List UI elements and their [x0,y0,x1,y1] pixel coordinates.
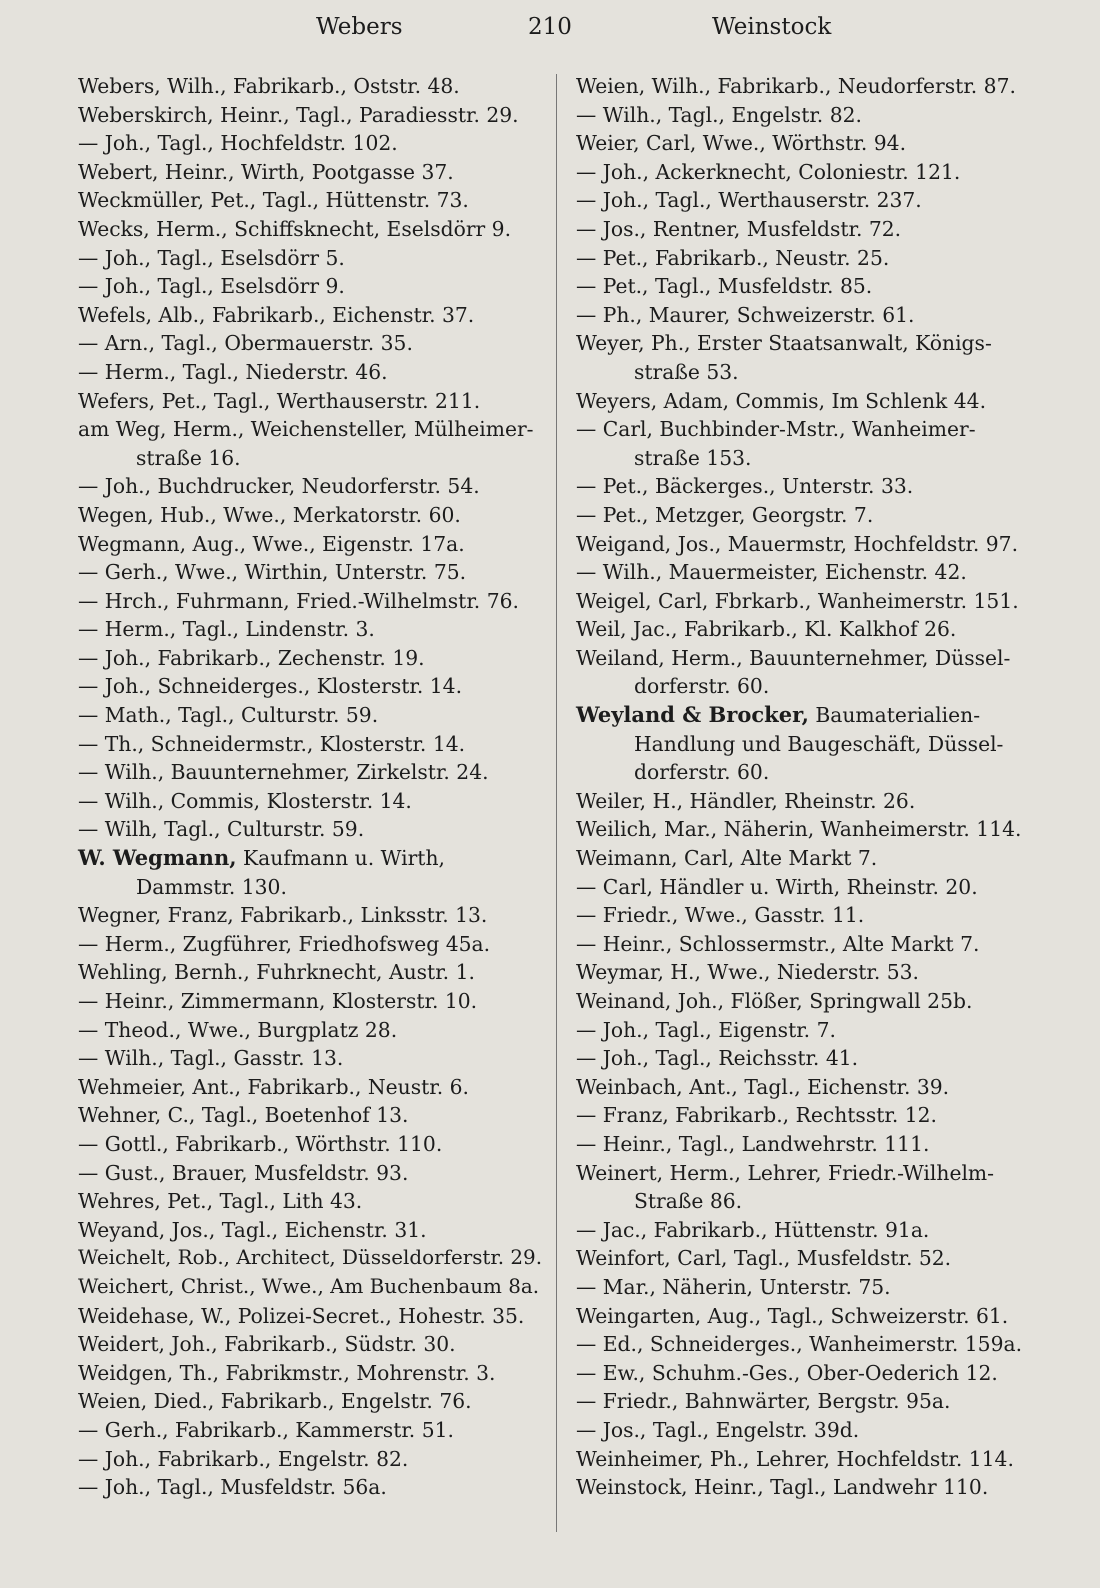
directory-entry: — Wilh., Tagl., Gasstr. 13. [78,1046,344,1071]
directory-entry: Wecks, Herm., Schiffsknecht, Eselsdörr 9. [78,216,512,241]
directory-entry: Wefers, Pet., Tagl., Werthauserstr. 211. [78,388,481,413]
directory-entry: — Pet., Tagl., Musfeldstr. 85. [576,274,873,299]
entry-bold-name: W. Wegmann, [78,845,237,871]
directory-entry: Weigel, Carl, Fbrkarb., Wanheimerstr. 151. [576,588,1019,613]
directory-entry: — Joh., Tagl., Musfeldstr. 56a. [78,1475,387,1500]
directory-entry: Weien, Wilh., Fabrikarb., Neudorferstr. 87. [576,74,1016,98]
directory-entry [576,701,1050,730]
directory-entry: — Joh., Tagl., Eselsdörr 9. [78,274,345,299]
directory-entry: — Joh., Tagl., Hochfeldstr. 102. [78,131,398,156]
directory-entry: Weidgen, Th., Fabrikmstr., Mohrenstr. 3. [78,1360,496,1385]
directory-entry: — Wilh., Bauunternehmer, Zirkelstr. 24. [78,760,489,785]
directory-entry-continuation: Handlung und Baugeschäft, Düssel- [634,731,1004,756]
directory-entry: — Carl, Buchbinder-Mstr., Wanheimer- [576,417,976,442]
directory-entry: Weichelt, Rob., Architect, Düsseldorferstr. 29. [78,1246,543,1270]
directory-entry: Weier, Carl, Wwe., Wörthstr. 94. [576,131,907,156]
directory-entry: — Franz, Fabrikarb., Rechtsstr. 12. [576,1103,938,1128]
directory-entry: Wehres, Pet., Tagl., Lith 43. [78,1189,363,1214]
directory-entry: — Ew., Schuhm.-Ges., Ober-Oederich 12. [576,1360,998,1385]
directory-entry: Weinbach, Ant., Tagl., Eichenstr. 39. [576,1074,950,1099]
directory-entry: — Jac., Fabrikarb., Hüttenstr. 91a. [576,1217,930,1242]
page-number: 210 [528,14,572,40]
directory-entry: — Herm., Tagl., Niederstr. 46. [78,359,388,384]
directory-entry: Weidehase, W., Polizei-Secret., Hohestr. 35. [78,1303,525,1328]
directory-entry: — Herm., Zugführer, Friedhofsweg 45a. [78,931,491,956]
directory-entry: Wefels, Alb., Fabrikarb., Eichenstr. 37. [78,302,475,327]
directory-entry: — Wilh., Tagl., Engelstr. 82. [576,102,862,127]
directory-entry [78,844,546,873]
directory-entry: Wehling, Bernh., Fuhrknecht, Austr. 1. [78,960,475,985]
directory-entry-continuation: Straße 86. [634,1189,743,1214]
directory-entry: — Jos., Rentner, Musfeldstr. 72. [576,216,902,241]
header-last-name: Weinstock [712,14,832,40]
directory-entry: Weingarten, Aug., Tagl., Schweizerstr. 61. [576,1303,1009,1328]
directory-entry: — Wilh., Mauermeister, Eichenstr. 42. [576,560,967,585]
directory-entry: Weichert, Christ., Wwe., Am Buchenbaum 8a. [78,1274,540,1298]
directory-entry: Wegen, Hub., Wwe., Merkatorstr. 60. [78,502,461,527]
directory-entry: — Pet., Fabrikarb., Neustr. 25. [576,245,890,270]
directory-entry: — Heinr., Tagl., Landwehrstr. 111. [576,1131,930,1156]
column-divider [556,74,557,1532]
directory-entry: — Heinr., Schlossermstr., Alte Markt 7. [576,931,980,956]
directory-entry: Weilich, Mar., Näherin, Wanheimerstr. 114. [576,817,1022,842]
directory-entry-continuation: dorferstr. 60. [634,760,770,785]
directory-entry: — Wilh, Tagl., Culturstr. 59. [78,817,365,842]
directory-entry: — Joh., Fabrikarb., Engelstr. 82. [78,1446,409,1471]
left-column [78,72,546,1572]
directory-entry-continuation: Dammstr. 130. [136,874,287,899]
directory-entry: Weiland, Herm., Bauunternehmer, Düssel- [576,645,1011,670]
directory-entry: — Wilh., Commis, Klosterstr. 14. [78,788,412,813]
directory-entry: Weinfort, Carl, Tagl., Musfeldstr. 52. [576,1246,952,1271]
directory-entry: Weil, Jac., Fabrikarb., Kl. Kalkhof 26. [576,617,957,642]
directory-entry: — Math., Tagl., Culturstr. 59. [78,703,379,728]
directory-entry: — Pet., Metzger, Georgstr. 7. [576,502,874,527]
directory-entry: — Gerh., Wwe., Wirthin, Unterstr. 75. [78,560,467,585]
entry-bold-name: Weyland & Brocker, [576,702,809,728]
running-header [0,14,1100,48]
directory-entry: Weberskirch, Heinr., Tagl., Paradiesstr. 29. [78,102,519,127]
directory-entry-continuation: straße 16. [136,445,241,470]
directory-entry: — Joh., Ackerknecht, Coloniestr. 121. [576,159,961,184]
directory-entry: Weinheimer, Ph., Lehrer, Hochfeldstr. 114. [576,1446,1014,1471]
directory-entry: — Pet., Bäckerges., Unterstr. 33. [576,474,914,499]
directory-entry: Weigand, Jos., Mauermstr, Hochfeldstr. 97. [576,531,1019,556]
directory-entry: Weinert, Herm., Lehrer, Friedr.-Wilhelm- [576,1160,995,1185]
directory-entry: Wehmeier, Ant., Fabrikarb., Neustr. 6. [78,1074,469,1099]
directory-entry: — Joh., Tagl., Eigenstr. 7. [576,1017,836,1042]
directory-entry: Weinstock, Heinr., Tagl., Landwehr 110. [576,1475,989,1500]
directory-entry: — Gerh., Fabrikarb., Kammerstr. 51. [78,1417,454,1442]
entry-details: Baumaterialien- [808,703,981,728]
directory-entry: — Gottl., Fabrikarb., Wörthstr. 110. [78,1131,443,1156]
directory-entry-continuation: dorferstr. 60. [634,674,770,699]
directory-entry: Webers, Wilh., Fabrikarb., Oststr. 48. [78,74,460,98]
directory-entry: — Th., Schneidermstr., Klosterstr. 14. [78,731,466,756]
directory-entry-continuation: straße 153. [634,445,752,470]
directory-entry: — Arn., Tagl., Obermauerstr. 35. [78,331,413,356]
directory-entry: — Joh., Tagl., Eselsdörr 5. [78,245,345,270]
directory-entry: Wegmann, Aug., Wwe., Eigenstr. 17a. [78,531,465,556]
directory-entry: Weiler, H., Händler, Rheinstr. 26. [576,788,916,813]
directory-entry: — Carl, Händler u. Wirth, Rheinstr. 20. [576,874,978,899]
directory-entry: — Theod., Wwe., Burgplatz 28. [78,1017,398,1042]
directory-entry: Weymar, H., Wwe., Niederstr. 53. [576,960,919,985]
directory-entry: Webert, Heinr., Wirth, Pootgasse 37. [78,159,454,184]
header-first-name: Webers [316,14,403,40]
directory-entry: — Ph., Maurer, Schweizerstr. 61. [576,302,915,327]
directory-entry: am Weg, Herm., Weichensteller, Mülheimer- [78,417,534,442]
directory-entry: — Mar., Näherin, Unterstr. 75. [576,1274,891,1299]
directory-entry: Weckmüller, Pet., Tagl., Hüttenstr. 73. [78,188,469,213]
right-column [576,72,1050,1572]
directory-entry: — Herm., Tagl., Lindenstr. 3. [78,617,375,642]
directory-entry: Weyer, Ph., Erster Staatsanwalt, Königs- [576,331,992,356]
directory-entry: Wehner, C., Tagl., Boetenhof 13. [78,1103,409,1128]
directory-entry: Weien, Died., Fabrikarb., Engelstr. 76. [78,1389,472,1414]
directory-entry: Wegner, Franz, Fabrikarb., Linksstr. 13. [78,903,488,928]
directory-entry: — Ed., Schneiderges., Wanheimerstr. 159a. [576,1332,1023,1357]
directory-entry: — Joh., Schneiderges., Klosterstr. 14. [78,674,463,699]
directory-entry: — Joh., Tagl., Reichsstr. 41. [576,1046,859,1071]
directory-entry: — Heinr., Zimmermann, Klosterstr. 10. [78,989,478,1013]
directory-entry: — Hrch., Fuhrmann, Fried.-Wilhelmstr. 76. [78,588,519,613]
directory-entry: — Friedr., Bahnwärter, Bergstr. 95a. [576,1389,951,1414]
directory-entry: Weimann, Carl, Alte Markt 7. [576,846,878,871]
directory-entry: — Gust., Brauer, Musfeldstr. 93. [78,1160,409,1185]
directory-entry: — Jos., Tagl., Engelstr. 39d. [576,1417,860,1442]
entry-details: Kaufmann u. Wirth, [236,846,445,871]
directory-entry: Weidert, Joh., Fabrikarb., Südstr. 30. [78,1332,456,1357]
directory-entry: — Joh., Tagl., Werthauserstr. 237. [576,188,922,213]
directory-entry: — Joh., Buchdrucker, Neudorferstr. 54. [78,474,480,499]
directory-entry: Weyand, Jos., Tagl., Eichenstr. 31. [78,1217,427,1242]
directory-entry: Weinand, Joh., Flößer, Springwall 25b. [576,989,973,1013]
directory-entry: — Friedr., Wwe., Gasstr. 11. [576,903,865,928]
directory-entry-continuation: straße 53. [634,359,739,384]
directory-entry: — Joh., Fabrikarb., Zechenstr. 19. [78,645,425,670]
directory-entry: Weyers, Adam, Commis, Im Schlenk 44. [576,388,987,413]
